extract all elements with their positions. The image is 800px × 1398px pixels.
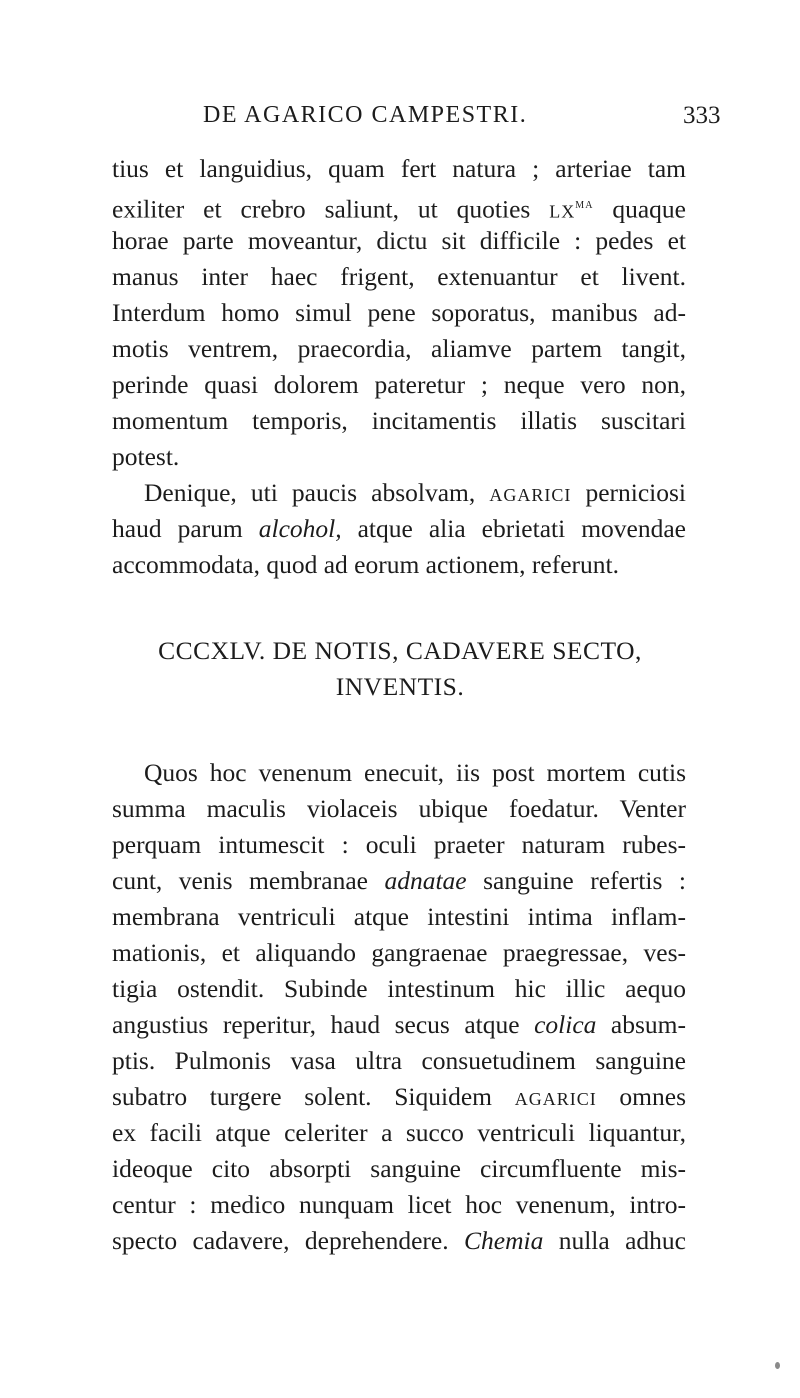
text-line: exiliter et crebro saliunt, ut quoties $lx^{ma}$ quaque	[112, 194, 687, 224]
text-line: summa maculis violaceis ubique foedatur. Venter	[112, 794, 686, 823]
text-line: cunt, venis membranae adnatae sanguine refertis :	[112, 866, 686, 895]
text-line: mationis, et aliquando gangraenae praegressae, ves-	[112, 938, 686, 967]
text-line: ptis. Pulmonis vasa ultra consuetudinem sanguine	[112, 1046, 686, 1075]
italic-word: colica	[534, 1010, 597, 1039]
text-line: haud parum alcohol, atque alia ebrietati movendae	[112, 514, 686, 543]
text-line: centur : medico nunquam licet hoc venenum, intro-	[112, 1190, 686, 1219]
text-line: momentum temporis, incitamentis illatis suscitari	[112, 406, 686, 435]
small-caps-word: agarici	[489, 478, 572, 507]
text-line: accommodata, quod ad eorum actionem, referunt.	[112, 550, 619, 579]
text-line: ex facili atque celeriter a succo ventriculi liquantur,	[112, 1118, 686, 1147]
numeral-lx: lx	[549, 194, 576, 224]
text-line: Denique, uti paucis absolvam, agarici perniciosi	[144, 478, 686, 507]
italic-word: Chemia	[464, 1226, 544, 1255]
text-line: specto cadavere, deprehendere. Chemia nulla adhuc	[112, 1226, 686, 1255]
section-heading-line2: INVENTIS.	[335, 672, 465, 701]
text-line: perinde quasi dolorem pateretur ; neque vero non,	[112, 370, 686, 399]
text-line: subatro turgere solent. Siquidem agarici omnes	[112, 1082, 686, 1111]
text-line: manus inter haec frigent, extenuantur et livent.	[112, 262, 686, 291]
text-line: horae parte moveantur, dictu sit difficile : pedes et	[112, 226, 686, 255]
section-heading-line1: CCCXLV. DE NOTIS, CADAVERE SECTO,	[158, 636, 642, 665]
text-line: Interdum homo simul pene soporatus, manibus ad-	[112, 298, 686, 327]
running-title: DE AGARICO CAMPESTRI.	[203, 102, 528, 128]
page-number: 333	[683, 102, 721, 129]
text-line: perquam intumescit : oculi praeter naturam rubes-	[112, 830, 686, 859]
small-caps-word: agarici	[514, 1082, 597, 1111]
text-line: Quos hoc venenum enecuit, iis post mortem cutis	[144, 758, 686, 787]
running-head	[0, 102, 800, 142]
italic-word: alcohol,	[258, 514, 342, 543]
italic-word: adnatae	[384, 866, 467, 895]
text-line: potest.	[112, 442, 180, 471]
text-line: angustius reperitur, haud secus atque colica absum-	[112, 1010, 686, 1039]
ink-speck	[775, 1362, 780, 1369]
text-line: motis ventrem, praecordia, aliamve partem tangit,	[112, 334, 686, 363]
text-line: tigia ostendit. Subinde intestinum hic illic aequo	[112, 974, 686, 1003]
text-line: ideoque cito absorpti sanguine circumfluente mis-	[112, 1154, 686, 1183]
text-line: tius et languidius, quam fert natura ; arteriae tam	[112, 154, 686, 183]
text-line: membrana ventriculi atque intestini intima inflam-	[112, 902, 686, 931]
